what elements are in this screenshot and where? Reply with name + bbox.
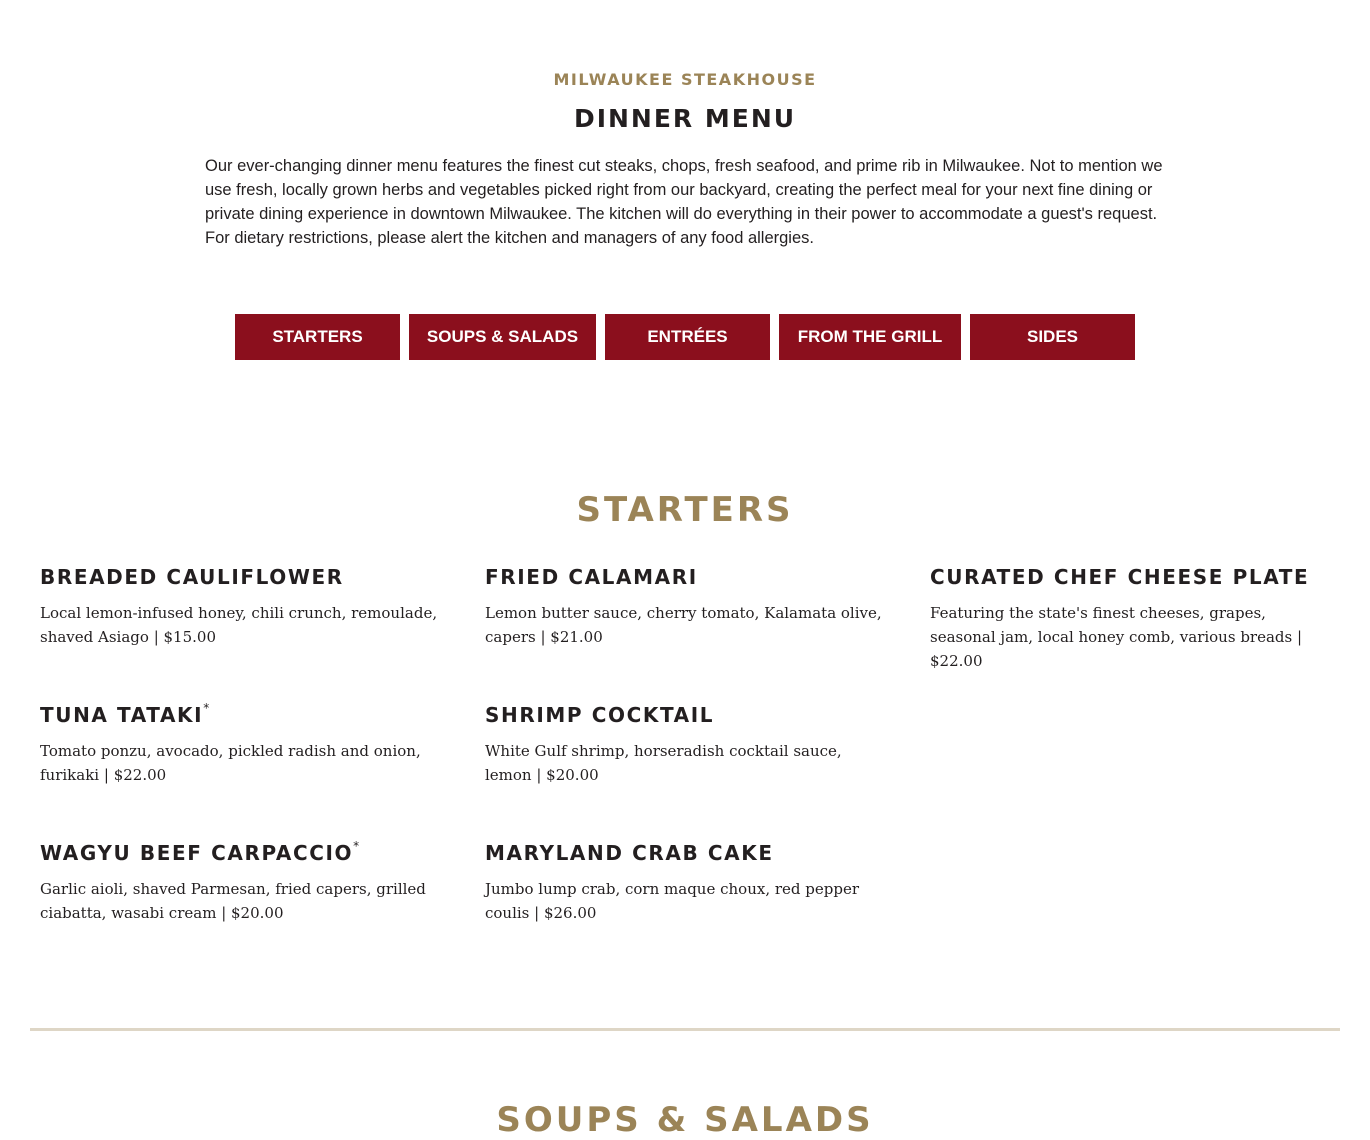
menu-item xyxy=(930,565,1330,673)
menu-item-name: MARYLAND CRAB CAKE xyxy=(485,841,774,865)
tab-starters[interactable]: STARTERS xyxy=(235,314,400,360)
raw-item-marker: * xyxy=(353,839,360,853)
menu-item-name: BREADED CAULIFLOWER xyxy=(40,565,344,589)
section-divider xyxy=(30,1028,1340,1031)
section-title-starters: STARTERS xyxy=(576,490,794,530)
menu-item-description: Local lemon-infused honey, chili crunch, remoulade, shaved Asiago | $15.00 xyxy=(40,604,438,646)
menu-item-description: Featuring the state's finest cheeses, grapes, seasonal jam, local honey comb, various breads | $22.00 xyxy=(930,604,1303,670)
tab-from-the-grill[interactable]: FROM THE GRILL xyxy=(779,314,961,360)
section-title-soups-salads: SOUPS & SALADS xyxy=(496,1100,874,1140)
tab-soups-salads[interactable]: SOUPS & SALADS xyxy=(409,314,596,360)
menu-item-description: Tomato ponzu, avocado, pickled radish and onion, furikaki | $22.00 xyxy=(40,742,421,784)
menu-tabs xyxy=(0,314,1370,360)
menu-item-name: WAGYU BEEF CARPACCIO* xyxy=(40,839,360,865)
menu-item-name: SHRIMP COCKTAIL xyxy=(485,703,715,727)
menu-item-description: Garlic aioli, shaved Parmesan, fried capers, grilled ciabatta, wasabi cream | $20.00 xyxy=(40,880,426,922)
menu-item xyxy=(485,565,885,649)
menu-item-description: Jumbo lump crab, corn maque choux, red pepper coulis | $26.00 xyxy=(485,880,860,922)
menu-item xyxy=(485,703,885,787)
tab-entrees[interactable]: ENTRÉES xyxy=(605,314,770,360)
menu-item-name: TUNA TATAKI* xyxy=(40,701,210,727)
menu-item xyxy=(40,841,440,925)
raw-item-marker: * xyxy=(203,701,210,715)
restaurant-eyebrow: MILWAUKEE STEAKHOUSE xyxy=(553,70,817,89)
menu-intro: Our ever-changing dinner menu features the finest cut steaks, chops, fresh seafood, and prime rib in Milwaukee. Not to mention we use fresh, locally grown herbs and vegetables picked right from our backyard, creating the perfect meal for your next fine dining or private dining experience in downtown Milwaukee. The kitchen will do everything in their power to accommodate a guest's request. For dietary restrictions, please alert the kitchen and managers of any food allergies. xyxy=(205,157,1163,247)
menu-item-description: Lemon butter sauce, cherry tomato, Kalamata olive, capers | $21.00 xyxy=(485,604,882,646)
menu-item-description: White Gulf shrimp, horseradish cocktail sauce, lemon | $20.00 xyxy=(485,742,842,784)
menu-item xyxy=(40,565,440,649)
menu-item-name: FRIED CALAMARI xyxy=(485,565,698,589)
tab-sides[interactable]: SIDES xyxy=(970,314,1135,360)
menu-item-name: CURATED CHEF CHEESE PLATE xyxy=(930,565,1310,589)
menu-item xyxy=(40,703,440,787)
page-title: DINNER MENU xyxy=(573,104,797,133)
menu-item xyxy=(485,841,885,925)
